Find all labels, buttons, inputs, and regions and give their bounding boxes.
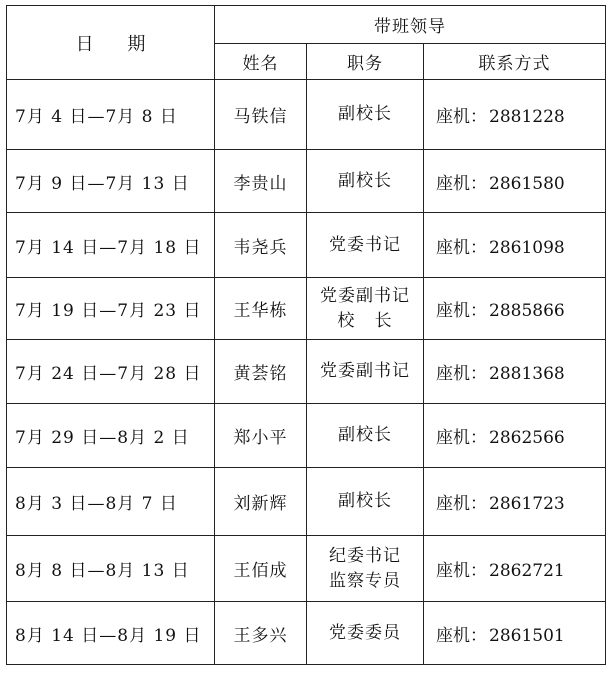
contact-cell xyxy=(424,80,606,150)
table-row xyxy=(7,213,606,278)
table-row xyxy=(7,80,606,150)
phone-number: 2861098 xyxy=(489,237,565,258)
phone-number: 2881228 xyxy=(489,107,565,127)
header-leaders-group: 带班领导 xyxy=(215,6,606,44)
table-row xyxy=(7,468,606,536)
date-range-cell: 7月 14 日—7月 18 日 xyxy=(7,213,215,278)
contact-cell xyxy=(424,602,606,665)
position-cell xyxy=(307,602,424,665)
contact-cell xyxy=(424,404,606,468)
position-line: 监察专员 xyxy=(329,570,401,591)
date-range-cell: 7月 29 日—8月 2 日 xyxy=(7,404,215,468)
contact-cell xyxy=(424,468,606,536)
leader-name-cell: 王多兴 xyxy=(215,602,307,665)
table-row xyxy=(7,536,606,602)
contact-label: 座机： xyxy=(436,625,487,646)
position-line: 党委副书记 xyxy=(320,285,410,306)
date-range-cell: 8月 3 日—8月 7 日 xyxy=(7,468,215,536)
position-cell xyxy=(307,80,424,150)
header-name: 姓名 xyxy=(215,44,307,80)
position-cell xyxy=(307,404,424,468)
table-row xyxy=(7,602,606,665)
phone-number: 2885866 xyxy=(489,301,565,321)
contact-label: 座机： xyxy=(436,301,487,321)
date-range-cell: 7月 24 日—7月 28 日 xyxy=(7,340,215,404)
position-cell xyxy=(307,213,424,278)
contact-cell xyxy=(424,340,606,404)
table-row xyxy=(7,404,606,468)
date-range-cell: 7月 19 日—7月 23 日 xyxy=(7,278,215,340)
date-range-cell: 8月 8 日—8月 13 日 xyxy=(7,536,215,602)
position-cell xyxy=(307,536,424,602)
contact-label: 座机： xyxy=(436,237,487,258)
contact-label: 座机： xyxy=(436,173,487,194)
contact-label: 座机： xyxy=(436,364,487,384)
leader-name-cell: 刘新辉 xyxy=(215,468,307,536)
contact-label: 座机： xyxy=(436,494,487,514)
position-line: 副校长 xyxy=(338,104,392,124)
contact-cell xyxy=(424,150,606,213)
date-range-cell: 7月 9 日—7月 13 日 xyxy=(7,150,215,213)
position-cell xyxy=(307,150,424,213)
table-row xyxy=(7,340,606,404)
position-line: 副校长 xyxy=(338,491,392,511)
contact-label: 座机： xyxy=(436,107,487,127)
position-cell xyxy=(307,278,424,340)
phone-number: 2861501 xyxy=(489,625,565,646)
contact-cell xyxy=(424,536,606,602)
position-line: 党委书记 xyxy=(329,234,401,255)
position-line: 党委委员 xyxy=(329,622,401,643)
position-line: 校 长 xyxy=(337,310,393,331)
leader-name-cell: 王华栋 xyxy=(215,278,307,340)
contact-label: 座机： xyxy=(436,428,487,448)
leader-name-cell: 马铁信 xyxy=(215,80,307,150)
contact-label: 座机： xyxy=(436,561,487,581)
position-line: 纪委书记 xyxy=(329,545,401,566)
header-position: 职务 xyxy=(307,44,424,80)
header-date: 日 期 xyxy=(7,6,215,80)
phone-number: 2862566 xyxy=(489,428,565,448)
position-cell xyxy=(307,340,424,404)
phone-number: 2861723 xyxy=(489,494,565,514)
leader-name-cell: 李贵山 xyxy=(215,150,307,213)
phone-number: 2881368 xyxy=(489,364,565,384)
table-row xyxy=(7,278,606,340)
leader-name-cell: 郑小平 xyxy=(215,404,307,468)
table-row xyxy=(7,150,606,213)
position-line: 副校长 xyxy=(338,170,392,191)
leader-name-cell: 韦尧兵 xyxy=(215,213,307,278)
leader-name-cell: 王佰成 xyxy=(215,536,307,602)
leader-name-cell: 黄荟铭 xyxy=(215,340,307,404)
phone-number: 2861580 xyxy=(489,173,565,194)
position-line: 党委副书记 xyxy=(320,361,410,381)
position-line: 副校长 xyxy=(338,425,392,445)
contact-cell xyxy=(424,213,606,278)
position-cell xyxy=(307,468,424,536)
header-contact: 联系方式 xyxy=(424,44,606,80)
phone-number: 2862721 xyxy=(489,561,565,581)
date-range-cell: 7月 4 日—7月 8 日 xyxy=(7,80,215,150)
date-range-cell: 8月 14 日—8月 19 日 xyxy=(7,602,215,665)
contact-cell xyxy=(424,278,606,340)
duty-schedule-table xyxy=(6,5,606,665)
